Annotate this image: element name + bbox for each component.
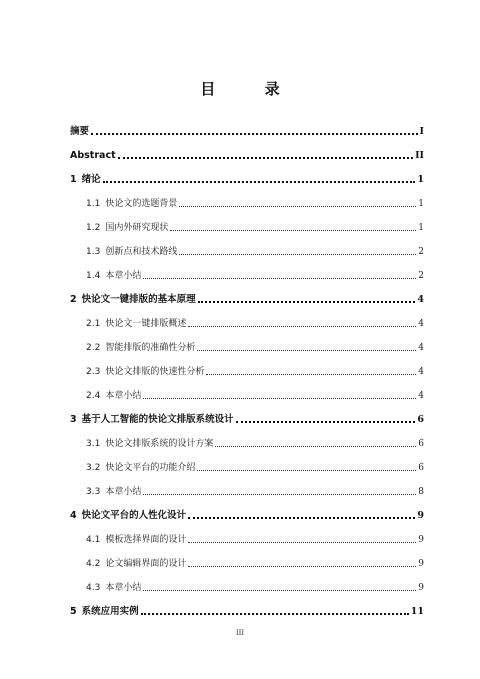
toc-entry-page: 4	[418, 343, 424, 353]
toc-entry-number: 4.2	[86, 559, 101, 569]
toc-entry-page: 4	[417, 294, 424, 305]
toc-entry-title: 创新点和技术路线	[105, 247, 178, 257]
toc-entry[interactable]	[70, 522, 424, 546]
toc-entry[interactable]	[70, 306, 424, 330]
toc-dot-leader	[206, 374, 416, 375]
toc-dot-leader	[198, 301, 416, 303]
toc-entry-title: Abstract	[70, 150, 116, 161]
toc-dot-leader	[118, 157, 413, 159]
toc-dot-leader	[143, 590, 416, 591]
toc-entry-number: 2.2	[86, 343, 101, 353]
toc-entry[interactable]	[70, 186, 424, 210]
toc-entry-number: 1.2	[86, 223, 101, 233]
toc-entry-page: 1	[417, 174, 424, 185]
toc-entry-title: 绪论	[81, 174, 101, 185]
toc-dot-leader	[197, 350, 416, 351]
toc-dot-leader	[188, 542, 416, 543]
table-of-contents	[70, 114, 424, 618]
toc-entry-number: 4	[70, 510, 77, 521]
toc-entry-page: 9	[418, 535, 424, 545]
toc-entry-title: 快论文排版的快速性分析	[105, 367, 205, 377]
toc-entry-title: 国内外研究现状	[105, 223, 169, 233]
toc-entry[interactable]	[70, 162, 424, 186]
toc-entry[interactable]	[70, 450, 424, 474]
toc-dot-leader	[91, 133, 418, 135]
toc-dot-leader	[143, 278, 416, 279]
toc-dot-leader	[179, 254, 416, 255]
toc-entry-title: 本章小结	[105, 583, 142, 593]
toc-entry-title: 快论文的选题背景	[105, 199, 178, 209]
toc-entry-number: 3.2	[86, 463, 101, 473]
toc-entry[interactable]	[70, 594, 424, 618]
toc-entry-number: 3.1	[86, 439, 101, 449]
toc-dot-leader	[236, 421, 416, 423]
toc-entry[interactable]	[70, 498, 424, 522]
toc-dot-leader	[197, 470, 416, 471]
toc-entry-page: 1	[418, 199, 424, 209]
toc-entry-page: 6	[418, 439, 424, 449]
toc-entry-title: 系统应用实例	[81, 606, 139, 617]
toc-entry-page: 11	[410, 606, 424, 617]
toc-entry-page: 4	[418, 319, 424, 329]
toc-dot-leader	[143, 398, 416, 399]
toc-entry-title: 快论文平台的人性化设计	[81, 510, 187, 521]
toc-entry-number: 3	[70, 414, 77, 425]
toc-entry-title: 快论文平台的功能介绍	[105, 463, 196, 473]
toc-dot-leader	[215, 446, 416, 447]
toc-entry[interactable]	[70, 114, 424, 138]
toc-dot-leader	[179, 206, 416, 207]
toc-entry-number: 1.3	[86, 247, 101, 257]
toc-entry-page: 9	[418, 559, 424, 569]
toc-entry[interactable]	[70, 138, 424, 162]
page-number: III	[235, 629, 245, 637]
toc-entry[interactable]	[70, 474, 424, 498]
toc-dot-leader	[103, 181, 416, 183]
toc-entry-page: I	[419, 126, 424, 137]
toc-entry[interactable]	[70, 426, 424, 450]
toc-entry[interactable]	[70, 402, 424, 426]
toc-dot-leader	[188, 517, 415, 519]
toc-entry-page: 9	[417, 510, 424, 521]
toc-entry[interactable]	[70, 210, 424, 234]
toc-entry-page: II	[415, 150, 424, 161]
toc-entry-page: 6	[418, 463, 424, 473]
toc-entry-number: 2.1	[86, 319, 101, 329]
toc-entry[interactable]	[70, 282, 424, 306]
toc-entry-page: 8	[418, 487, 424, 497]
toc-entry-number: 2.4	[86, 391, 101, 401]
toc-entry[interactable]	[70, 354, 424, 378]
toc-entry-title: 快论文排版系统的设计方案	[105, 439, 214, 449]
toc-entry-number: 3.3	[86, 487, 101, 497]
toc-entry-title: 快论文一键排版的基本原理	[81, 294, 196, 305]
toc-entry-number: 5	[70, 606, 77, 617]
toc-entry-page: 4	[418, 391, 424, 401]
toc-entry-number: 4.3	[86, 583, 101, 593]
page-title: 目 录	[200, 80, 302, 98]
toc-entry-title: 本章小结	[105, 391, 142, 401]
toc-entry[interactable]	[70, 234, 424, 258]
toc-entry-number: 1.4	[86, 271, 101, 281]
toc-dot-leader	[188, 566, 416, 567]
toc-entry-title: 论文编辑界面的设计	[105, 559, 187, 569]
toc-entry-title: 快论文一键排版概述	[105, 319, 187, 329]
toc-entry-title: 基于人工智能的快论文排版系统设计	[81, 414, 234, 425]
toc-dot-leader	[170, 230, 416, 231]
toc-entry-page: 2	[418, 271, 424, 281]
toc-entry-page: 2	[418, 247, 424, 257]
toc-entry[interactable]	[70, 546, 424, 570]
toc-entry-title: 摘要	[70, 126, 90, 137]
toc-entry-page: 9	[418, 583, 424, 593]
toc-entry-number: 2.3	[86, 367, 101, 377]
toc-entry[interactable]	[70, 330, 424, 354]
toc-entry-number: 2	[70, 294, 77, 305]
toc-dot-leader	[141, 613, 409, 615]
toc-entry-title: 本章小结	[105, 271, 142, 281]
toc-entry-number: 1	[70, 174, 77, 185]
toc-entry-page: 6	[417, 414, 424, 425]
toc-entry-page: 1	[418, 223, 424, 233]
toc-dot-leader	[143, 494, 416, 495]
toc-entry[interactable]	[70, 378, 424, 402]
toc-entry[interactable]	[70, 258, 424, 282]
toc-entry-title: 模板选择界面的设计	[105, 535, 187, 545]
toc-entry-title: 智能排版的准确性分析	[105, 343, 196, 353]
toc-entry-number: 1.1	[86, 199, 101, 209]
toc-entry-number: 4.1	[86, 535, 101, 545]
toc-dot-leader	[188, 326, 416, 327]
toc-entry-page: 4	[418, 367, 424, 377]
toc-entry[interactable]	[70, 570, 424, 594]
toc-entry-title: 本章小结	[105, 487, 142, 497]
